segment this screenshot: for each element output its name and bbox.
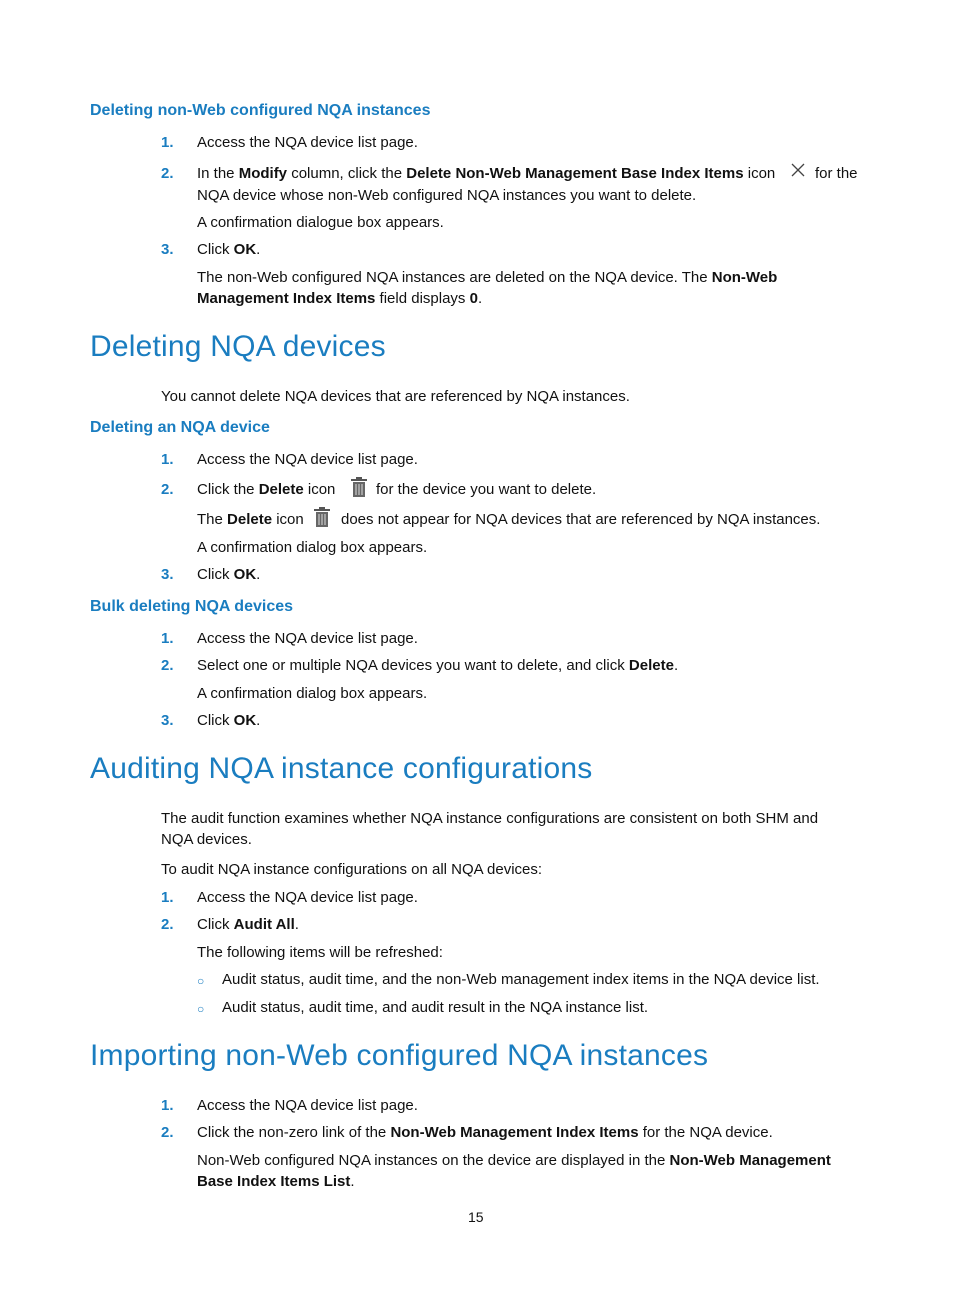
trash-icon bbox=[313, 507, 331, 532]
step-note: The Delete icon bbox=[197, 511, 304, 528]
chapter-heading-auditing: Auditing NQA instance configurations bbox=[90, 752, 593, 785]
section-heading-delete-nonweb-instances: Deleting non-Web configured NQA instances bbox=[90, 102, 431, 119]
close-icon bbox=[790, 162, 806, 182]
step-number: 3. bbox=[161, 241, 174, 258]
step-number: 2. bbox=[161, 657, 174, 674]
paragraph: You cannot delete NQA devices that are referenced by NQA instances. bbox=[161, 388, 630, 405]
step-number: 2. bbox=[161, 165, 174, 182]
step-number: 1. bbox=[161, 630, 174, 647]
step-note: The following items will be refreshed: bbox=[197, 944, 443, 961]
section-heading-delete-device: Deleting an NQA device bbox=[90, 419, 270, 436]
bullet-item: Audit status, audit time, and audit result in the NQA instance list. bbox=[222, 999, 649, 1016]
step-text: Click OK. bbox=[197, 241, 261, 258]
step-text: Access the NQA device list page. bbox=[197, 134, 418, 151]
paragraph: To audit NQA instance configurations on all NQA devices: bbox=[161, 861, 543, 878]
bullet-marker: ○ bbox=[197, 1002, 205, 1016]
step-text: Click the non-zero link of the Non-Web Management Index Items for the NQA device. bbox=[197, 1124, 773, 1141]
step-number: 1. bbox=[161, 1097, 174, 1114]
step-text: Access the NQA device list page. bbox=[197, 451, 418, 468]
step-text: In the Modify column, click the Delete Non-Web Management Base Index Items icon bbox=[197, 165, 776, 182]
paragraph: The audit function examines whether NQA instance configurations are consistent on both SHM and bbox=[161, 810, 819, 827]
step-result: The non-Web configured NQA instances are deleted on the NQA device. The Non-Web bbox=[197, 269, 778, 286]
step-number: 2. bbox=[161, 481, 174, 498]
step-text: Click OK. bbox=[197, 566, 261, 583]
step-text: Access the NQA device list page. bbox=[197, 630, 418, 647]
step-note: A confirmation dialogue box appears. bbox=[197, 214, 444, 231]
step-text: Click OK. bbox=[197, 712, 261, 729]
step-text-cont: for the device you want to delete. bbox=[376, 481, 597, 498]
step-number: 2. bbox=[161, 1124, 174, 1141]
step-text-cont: for the bbox=[815, 165, 858, 182]
step-note: A confirmation dialog box appears. bbox=[197, 685, 428, 702]
step-number: 2. bbox=[161, 916, 174, 933]
chapter-heading-deleting-nqa-devices: Deleting NQA devices bbox=[90, 330, 386, 363]
step-number: 1. bbox=[161, 134, 174, 151]
page-number: 15 bbox=[468, 1209, 484, 1225]
step-number: 3. bbox=[161, 566, 174, 583]
step-number: 3. bbox=[161, 712, 174, 729]
step-result-line2: Management Index Items field displays 0. bbox=[197, 290, 483, 307]
section-heading-bulk-delete: Bulk deleting NQA devices bbox=[90, 598, 294, 615]
bullet-item: Audit status, audit time, and the non-Web management index items in the NQA device list. bbox=[222, 971, 820, 988]
step-number: 1. bbox=[161, 451, 174, 468]
step-note: A confirmation dialog box appears. bbox=[197, 539, 428, 556]
trash-icon bbox=[350, 477, 368, 502]
step-text: Click Audit All. bbox=[197, 916, 299, 933]
step-number: 1. bbox=[161, 889, 174, 906]
step-note-cont: does not appear for NQA devices that are referenced by NQA instances. bbox=[341, 511, 821, 528]
paragraph-line2: NQA devices. bbox=[161, 831, 252, 848]
bullet-marker: ○ bbox=[197, 974, 205, 988]
step-result-line2: Base Index Items List. bbox=[197, 1173, 355, 1190]
chapter-heading-importing: Importing non-Web configured NQA instances bbox=[90, 1039, 709, 1072]
step-result: Non-Web configured NQA instances on the device are displayed in the Non-Web Management bbox=[197, 1152, 831, 1169]
step-text: Access the NQA device list page. bbox=[197, 889, 418, 906]
step-text: Access the NQA device list page. bbox=[197, 1097, 418, 1114]
step-text: Click the Delete icon bbox=[197, 481, 336, 498]
step-text: Select one or multiple NQA devices you want to delete, and click Delete. bbox=[197, 657, 679, 674]
step-text-line2: NQA device whose non-Web configured NQA instances you want to delete. bbox=[197, 187, 697, 204]
